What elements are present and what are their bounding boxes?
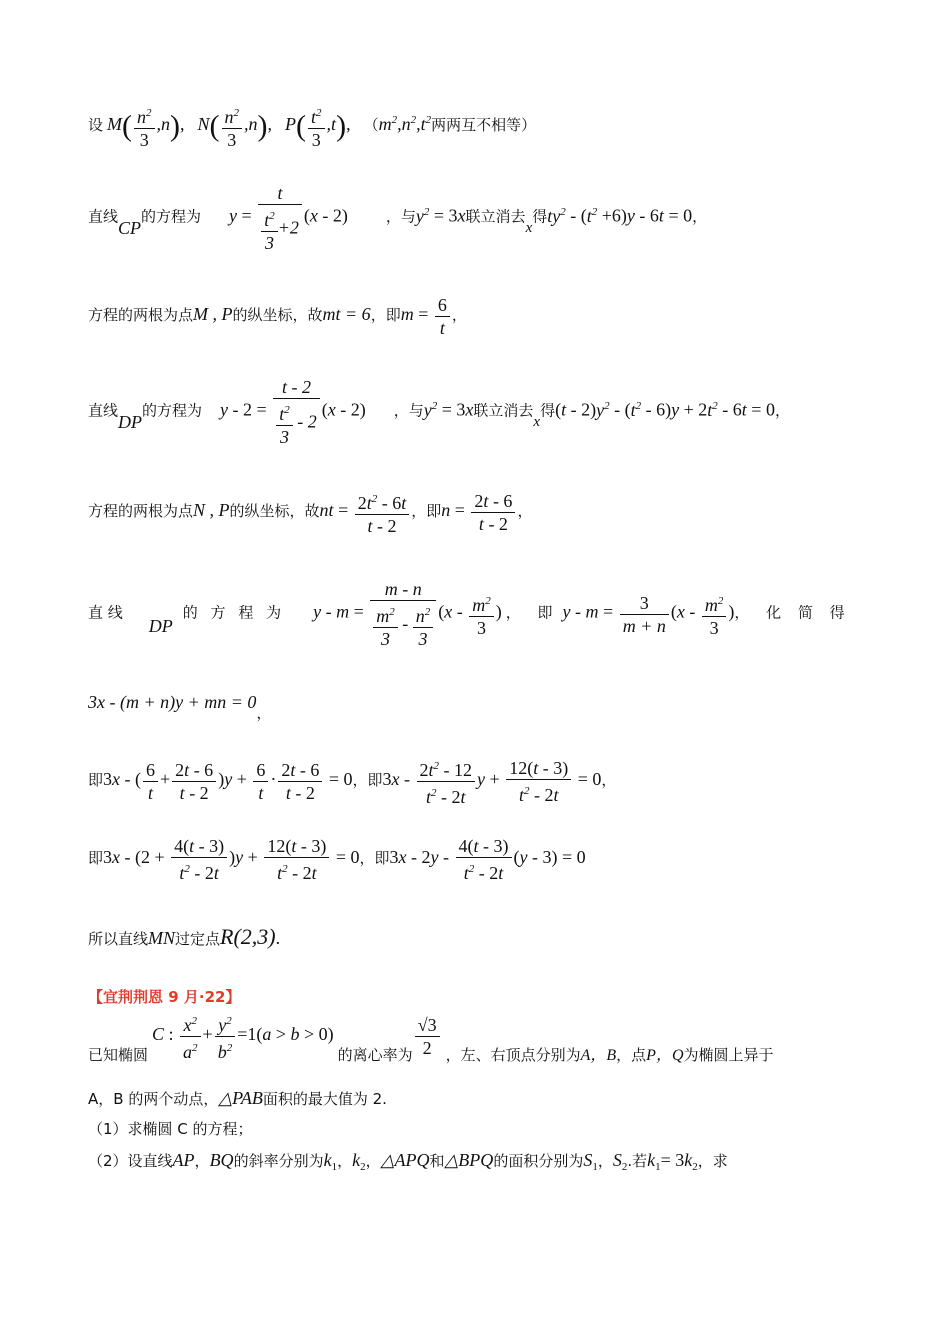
line-1-tail: 两两互不相等） bbox=[431, 116, 537, 135]
q2-k2: k bbox=[352, 1150, 361, 1170]
q2-t1: △APQ bbox=[380, 1150, 430, 1170]
line-6-label: DP bbox=[148, 615, 173, 636]
line-2: 直线CP的方程为 y = t $\frac{t^2}{3}$ +2 (x - 2) ，与$y^2 = 3x$联立消去x得$ty^2 - (t^2 +6)y - 6t = 0$， bbox=[88, 183, 708, 253]
line-7 bbox=[88, 692, 272, 722]
line-3-lead: 方程的两根为点 bbox=[88, 306, 194, 325]
line-2-elim: 联立消去 bbox=[465, 207, 526, 226]
q2-c: 和 bbox=[429, 1152, 445, 1170]
line-4-get: 得 bbox=[540, 401, 556, 420]
line-6-sep: ， 即 bbox=[505, 603, 559, 622]
problem-rest3: 为椭圆上异于 bbox=[683, 1046, 774, 1065]
line-10-end: . bbox=[275, 928, 281, 948]
line-5: 方程的两根为点N , P的纵坐标，故nt = $\frac{2t^2 - 6t}{t - 2}$ ，即n = $\frac{2t - 6}{t - 2}$ ， bbox=[88, 488, 532, 537]
problem-heading: 【宜荆荆恩 9 月·22】 bbox=[88, 988, 241, 1006]
line-6-lead: 直 线 bbox=[88, 603, 123, 622]
line-2-mid: 的方程为 bbox=[141, 207, 202, 226]
line-1-open: （ bbox=[363, 116, 379, 135]
line-10-text: 所以直线 bbox=[88, 930, 149, 948]
problem-line2b: 面积的最大值为 2. bbox=[262, 1090, 387, 1108]
line-5-lead: 方程的两根为点 bbox=[88, 502, 194, 521]
q2-t2: △BPQ bbox=[444, 1150, 494, 1170]
line-9-sep: ，即 bbox=[359, 849, 390, 868]
line-9-lead: 即 bbox=[88, 849, 104, 868]
line-4-label: DP bbox=[118, 411, 143, 432]
q2-BQ: BQ bbox=[209, 1150, 234, 1170]
line-2-label: CP bbox=[118, 217, 142, 238]
line-3-mid: 的纵坐标，故 bbox=[232, 306, 323, 325]
line-1: 设 M( $\frac{n^2}{3}$ ,n), N( $\frac{n^2}{3}$ ,n), P( $\frac{t^2}{3}$ ,t), （$m^2,n^2,t^2$两两互不相等） bbox=[88, 102, 536, 151]
line-10-mid: 过定点 bbox=[175, 930, 221, 948]
line-7-eq: 3x - (m + n)y + mn = 0 bbox=[88, 692, 257, 712]
line-4-lead: 直线 bbox=[88, 401, 119, 420]
line-5-sep: ，即 bbox=[411, 502, 442, 521]
q2-sep: ， bbox=[194, 1152, 210, 1170]
line-7-end: ， bbox=[256, 704, 272, 722]
line-10-label: MN bbox=[148, 928, 176, 948]
question-2: （2）设直线AP，BQ的斜率分别为$k_1$，$k_2$，△APQ和△BPQ的面积分别为$S_1$，$S_2$.若$k_1= 3k_2$，求 bbox=[88, 1150, 728, 1174]
line-3-end: ， bbox=[451, 306, 467, 325]
problem-rest2: ，点 bbox=[616, 1046, 647, 1065]
problem-AB: A，B bbox=[580, 1047, 617, 1065]
q2-b: 的斜率分别为 bbox=[233, 1152, 324, 1170]
problem-line-2 bbox=[88, 1088, 387, 1109]
line-1-lead: 设 bbox=[88, 116, 104, 135]
line-3-pts: M , P bbox=[193, 304, 233, 325]
line-8-end: ， bbox=[601, 771, 617, 790]
line-6: 直 线 DP的 方 程 为 y - m = m - n $\frac{m^2}{3}$ - $\frac{n^2}{3}$ (x - $\frac{m^2}{3}$ ) ， 即 y - m = $\frac{3}{m + n}$ (x - $\frac{m^2}{3}$ )， 化 简 得 bbox=[88, 579, 851, 649]
line-4-with: ，与 bbox=[393, 401, 424, 420]
problem-rest1: ，左、右顶点分别为 bbox=[445, 1046, 581, 1065]
q2-rel: = 3 bbox=[660, 1150, 685, 1170]
line-4-end: ， bbox=[774, 401, 790, 420]
line-9: 即3x - (2 + $\frac{4(t - 3)}{t^2 - 2t}$ )y + $\frac{12(t - 3)}{t^2 - 2t}$ = 0，即3x - 2y - $\frac{4(t - 3)}{t^2 - 2t}$ (y - 3) = 0 bbox=[88, 836, 586, 883]
q2-f: ，求 bbox=[697, 1152, 728, 1170]
line-5-pts: N , P bbox=[193, 500, 230, 521]
q2-e: .若 bbox=[627, 1152, 648, 1170]
line-3-eq: mt = 6 bbox=[322, 304, 371, 325]
line-2-get: 得 bbox=[532, 207, 548, 226]
line-10 bbox=[88, 924, 280, 950]
line-5-mid: 的纵坐标，故 bbox=[229, 502, 320, 521]
line-6-mid: 的 方 程 为 bbox=[182, 603, 286, 622]
line-3: 方程的两根为点M , P的纵坐标，故mt = 6，即m = $\frac{6}{t}$ ， bbox=[88, 295, 467, 338]
line-4: 直线DP的方程为 y - 2 = t - 2 $\frac{t^2}{3}$ - 2 (x - 2) ，与$y^2 = 3x$联立消去x得$(t - 2)y^2 - (t^2 - 6)y + 2t^2 - 6t = 0$， bbox=[88, 377, 790, 447]
line-3-sep: ，即 bbox=[370, 306, 401, 325]
line-6-tail: ， 化 简 得 bbox=[734, 603, 851, 622]
problem-intro: 已知椭圆 bbox=[88, 1046, 149, 1065]
line-4-var: x bbox=[533, 413, 541, 430]
line-2-with: ，与 bbox=[385, 207, 416, 226]
problem-triangle: △PAB bbox=[218, 1088, 263, 1108]
q2-d: 的面积分别为 bbox=[493, 1152, 584, 1170]
line-4-elim: 联立消去 bbox=[473, 401, 534, 420]
line-5-end: ， bbox=[517, 502, 533, 521]
problem-line-1: 已知椭圆 C : $\frac{x^2}{a^2}$ + $\frac{y^2}{b^2}$ =1(a > b > 0) 的离心率为 $\frac{√3}{2}$ ，左、右顶点分别为A，B，点P，Q为椭圆上异于 bbox=[88, 1010, 774, 1063]
q2-S1: S bbox=[583, 1150, 593, 1170]
q2-AP: AP bbox=[172, 1150, 195, 1170]
line-2-end: ， bbox=[692, 207, 708, 226]
question-1: （1）求椭圆 C 的方程； bbox=[88, 1120, 253, 1138]
line-8: 即3x - ( $\frac{6}{t}$ + $\frac{2t - 6}{t - 2}$ )y + $\frac{6}{t}$ · $\frac{2t - 6}{t - 2}$ = 0，即3x - $\frac{2t^2 - 12}{t^2 - 2t}$ y + $\frac{12(t - 3)}{t^2 - 2t}$ = 0， bbox=[88, 755, 616, 808]
q2-a: （2）设直线 bbox=[88, 1152, 173, 1170]
line-10-point: R(2,3) bbox=[220, 924, 276, 949]
problem-PQ: P，Q bbox=[646, 1047, 684, 1065]
line-8-sep: ，即 bbox=[352, 771, 383, 790]
q2-k1: k bbox=[323, 1150, 332, 1170]
line-2-var: x bbox=[525, 219, 533, 236]
problem-line2: A，B 的两个动点， bbox=[88, 1090, 219, 1108]
line-2-lead: 直线 bbox=[88, 207, 119, 226]
line-8-lead: 即 bbox=[88, 771, 104, 790]
line-4-mid: 的方程为 bbox=[142, 401, 203, 420]
problem-ecc-text: 的离心率为 bbox=[337, 1046, 413, 1065]
